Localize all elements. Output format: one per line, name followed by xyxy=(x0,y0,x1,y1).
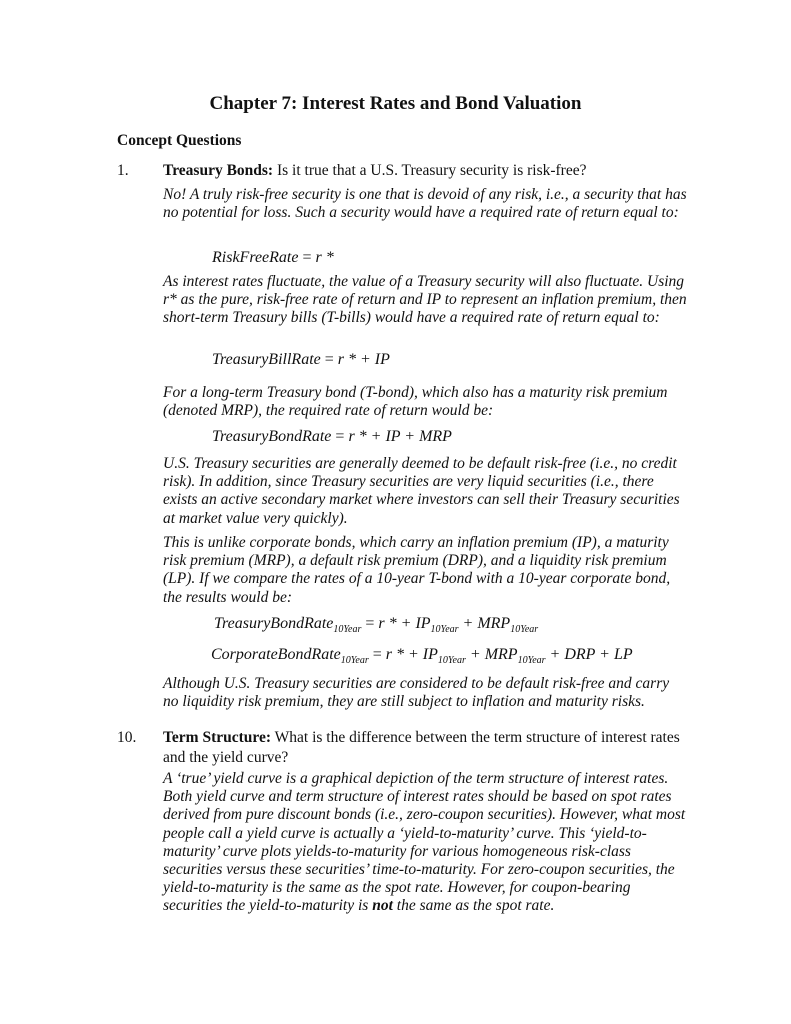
equation-equals: = xyxy=(320,351,338,368)
answer-paragraph: As interest rates fluctuate, the value of a Treasury security will also fluctuate. Using r* as the pure, risk-free rate of return and IP to represent an inflation premium, then short-term Treasury bills (T-bills) would have a required rate of return equal to: xyxy=(163,273,687,327)
equation-equals: = xyxy=(331,428,349,445)
equation-lhs: RiskFreeRate xyxy=(212,249,299,266)
page-title: Chapter 7: Interest Rates and Bond Valuation xyxy=(209,93,582,114)
answer-paragraph: This is unlike corporate bonds, which carry an inflation premium (IP), a maturity risk premium (MRP), a default risk premium (DRP), and a liquidity risk premium (LP). If we compare the rates of a 10-year T-bond with a 10-year corporate bond, the results would be: xyxy=(163,534,671,606)
equation-equals: = xyxy=(368,646,386,663)
equation-lhs: TreasuryBondRate xyxy=(212,428,332,445)
question-body: What is the difference between the term structure of interest rates and the yield curve? xyxy=(163,729,680,766)
question-text xyxy=(163,161,683,181)
question-body: Is it true that a U.S. Treasury security is risk-free? xyxy=(273,162,587,179)
equation-lhs: TreasuryBondRate xyxy=(214,615,334,632)
equation-subscript: 10Year xyxy=(437,655,466,666)
question-label: Term Structure: xyxy=(163,729,272,746)
question-label: Treasury Bonds: xyxy=(163,162,274,179)
answer-paragraph: No! A truly risk-free security is one that is devoid of any risk, i.e., a security that has no potential for loss. Such a security would have a required rate of return equal to: xyxy=(163,186,687,222)
equation-lhs: CorporateBondRate xyxy=(211,646,341,663)
question-number: 1. xyxy=(117,162,129,179)
equation-corporate-10year xyxy=(211,645,633,665)
question-number: 10. xyxy=(117,729,137,746)
equation-term: + MRP xyxy=(465,646,518,663)
equation-term: r * + IP xyxy=(378,615,431,632)
equation-term: + DRP + LP xyxy=(545,646,633,663)
equation-subscript: 10Year xyxy=(510,624,539,635)
answer-paragraph: For a long-term Treasury bond (T-bond), which also has a maturity risk premium (denoted MRP), the required rate of return would be: xyxy=(163,384,668,420)
equation-tbond-rate xyxy=(212,427,452,447)
equation-subscript: 10Year xyxy=(333,624,362,635)
answer-paragraph: Although U.S. Treasury securities are considered to be default risk-free and carry no liquidity risk premium, they are still subject to inflation and maturity risks. xyxy=(163,675,670,711)
equation-term: r * + IP xyxy=(385,646,438,663)
equation-rhs: r * xyxy=(315,249,334,266)
equation-tbond-10year xyxy=(214,614,538,634)
equation-rhs: r * + IP xyxy=(337,351,390,368)
equation-term: + MRP xyxy=(458,615,511,632)
equation-equals: = xyxy=(361,615,379,632)
equation-subscript: 10Year xyxy=(340,655,369,666)
equation-rhs: r * + IP + MRP xyxy=(348,428,452,445)
equation-risk-free-rate xyxy=(212,248,334,268)
answer-paragraph xyxy=(163,770,688,916)
equation-lhs: TreasuryBillRate xyxy=(212,351,321,368)
answer-text: the same as the spot rate. xyxy=(392,897,555,915)
question-text xyxy=(163,728,683,768)
equation-equals: = xyxy=(298,249,316,266)
answer-paragraph: U.S. Treasury securities are generally deemed to be default risk-free (i.e., no credit risk). In addition, since Treasury securities are very liquid securities (i.e., there exists an active secondary market where investors can sell their Treasury securities at market value very quickly). xyxy=(163,455,680,527)
answer-emphasis: not xyxy=(372,897,393,915)
equation-tbill-rate xyxy=(212,350,390,370)
equation-subscript: 10Year xyxy=(430,624,459,635)
answer-text: A ‘true’ yield curve is a graphical depiction of the term structure of interest rates. Both yield curve and term structure of interest rates should be based on spot rates derived from pure discount bonds (i.e., zero-coupon securities). However, what most people call a yield curve is actually a ‘yield-to-maturity’ curve. This ‘yield-to-maturity’ curve plots yields-to-maturity for various homogeneous risk-class securities versus these securities’ time-to-maturity. For zero-coupon securities, the yield-to-maturity is the same as the spot rate. However, for coupon-bearing securities the yield-to-maturity is xyxy=(163,770,686,915)
equation-subscript: 10Year xyxy=(517,655,546,666)
section-heading: Concept Questions xyxy=(117,132,242,149)
